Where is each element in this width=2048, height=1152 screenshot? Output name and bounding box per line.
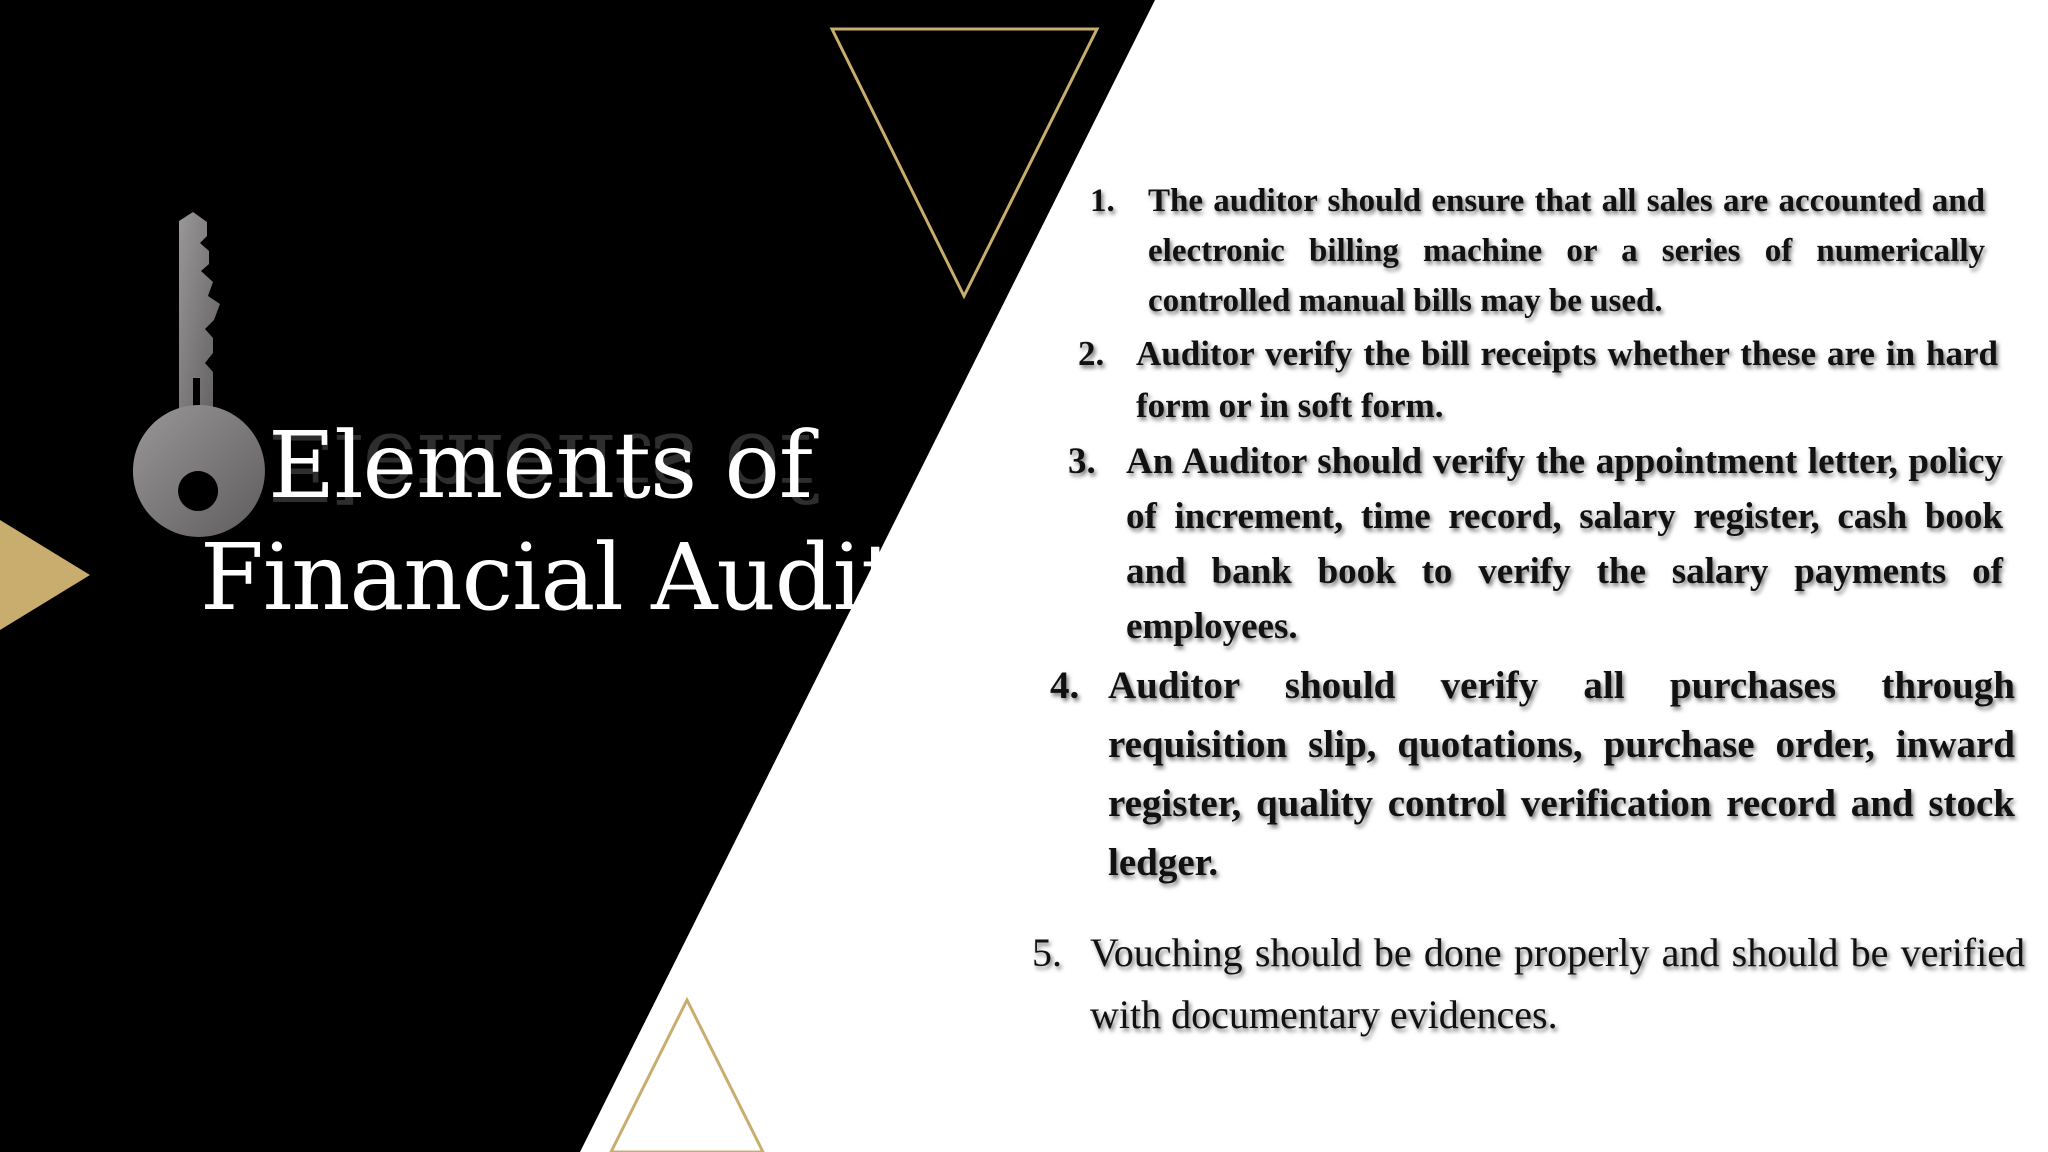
list-item-number: 3. — [1068, 441, 1096, 482]
points-list — [1020, 176, 2025, 1046]
list-item-text: An Auditor should verify the appointment letter, policy of increment, time record, salary register, cash book and bank book to verify the salary payments of employees. — [1126, 441, 2003, 647]
title-line-2: Financial Audit — [200, 524, 898, 631]
list-item-number: 5. — [1032, 930, 1062, 975]
list-item-text: Vouching should be done properly and should be verified with documentary evidences. — [1090, 930, 2025, 1037]
list-item-text: The auditor should ensure that all sales are accounted and electronic billing machine or a series of numerically controlled manual bills may be used. — [1148, 183, 1985, 319]
list-item-number: 2. — [1078, 334, 1105, 373]
list-item — [1068, 434, 2003, 654]
list-item-number: 1. — [1090, 183, 1115, 219]
list-item — [1032, 922, 2025, 1046]
list-item — [1090, 176, 1985, 326]
slide-title — [200, 410, 898, 634]
list-item-number: 4. — [1050, 664, 1080, 707]
list-item-text: Auditor should verify all purchases through requisition slip, quotations, purchase order, inward register, quality control verification record and stock ledger. — [1108, 664, 2015, 884]
title-line-1: Elements of Elements of — [200, 410, 880, 522]
list-item — [1050, 656, 2015, 892]
list-item-text: Auditor verify the bill receipts whether these are in hard form or in soft form. — [1136, 334, 1998, 425]
list-item — [1078, 328, 1998, 432]
